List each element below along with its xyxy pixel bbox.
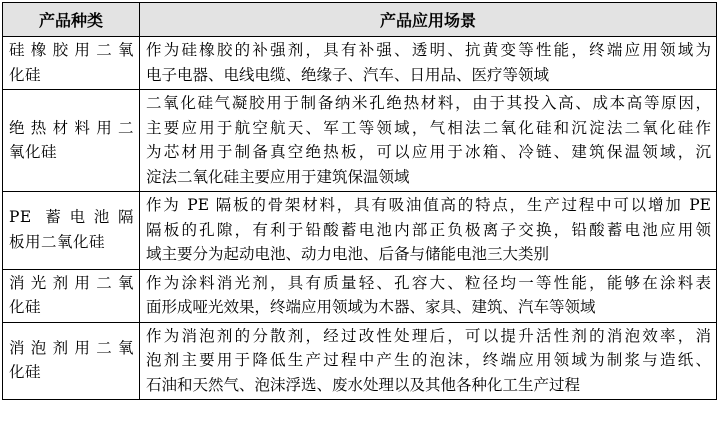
application-scenario-line: 域主要分为起动电池、动力电池、后备与储能电池三大类别 [146, 245, 550, 263]
application-scenario-line: 面形成哑光效果，终端应用领域为木器、家具、建筑、汽车等领域 [146, 298, 596, 316]
product-type-cell [3, 269, 140, 322]
product-type-line: 氧化硅 [9, 143, 58, 161]
product-type-line: 化硅 [9, 298, 42, 316]
header-product-type: 产品种类 [3, 3, 140, 37]
product-type-line: 消光剂用二氧 [9, 273, 134, 292]
application-scenario-line: 石油和天然气、泡沫浮选、废水处理以及其他各种化工生产过程 [146, 375, 581, 394]
product-type-line: PE 蓄电池隔 [9, 208, 134, 227]
table-row [3, 322, 717, 400]
table-row [3, 269, 717, 322]
application-scenario-cell [140, 90, 717, 192]
table-row [3, 37, 717, 90]
product-type-cell [3, 90, 140, 192]
application-scenario-line: 泡剂主要用于降低生产过程中产生的泡沫，终端应用领域为制浆与造纸、 [146, 351, 711, 369]
application-scenario-cell [140, 37, 717, 90]
product-type-line: 硅橡胶用二氧 [9, 41, 134, 59]
product-type-line: 化硅 [9, 65, 42, 84]
table-row [3, 90, 717, 192]
product-application-table [2, 2, 717, 400]
header-row [3, 3, 717, 37]
application-scenario-line: 作为硅橡胶的补强剂，具有补强、透明、抗黄变等性能，终端应用领域为 [146, 41, 711, 59]
application-scenario-line: 电子电器、电线电缆、绝缘子、汽车、日用品、医疗等领域 [146, 65, 550, 84]
application-scenario-line: 作为涂料消光剂，具有质量轻、孔容大、粒径均一等性能，能够在涂料表 [146, 273, 711, 292]
table-row [3, 192, 717, 270]
product-type-line: 绝热材料用二 [9, 118, 134, 137]
product-type-cell [3, 322, 140, 400]
application-scenario-line: 淀法二氧化硅主要应用于建筑保温领域 [146, 167, 410, 186]
table-body [3, 37, 717, 400]
application-scenario-line: 隔板的孔隙，有利于铅酸蓄电池内部正负极离子交换，铅酸蓄电池应用领 [146, 220, 711, 239]
product-type-line: 化硅 [9, 363, 42, 382]
application-scenario-cell [140, 322, 717, 400]
application-scenario-cell [140, 192, 717, 270]
product-type-cell [3, 37, 140, 90]
product-type-line: 板用二氧化硅 [9, 232, 106, 251]
application-scenario-line: 二氧化硅气凝胶用于制备纳米孔绝热材料，由于其投入高、成本高等原因， [146, 94, 711, 112]
application-scenario-line: 主要应用于航空航天、军工等领域，气相法二氧化硅和沉淀法二氧化硅作 [146, 118, 711, 137]
application-scenario-cell [140, 269, 717, 322]
application-scenario-line: 作为消泡剂的分散剂，经过改性处理后，可以提升活性剂的消泡效率，消 [146, 326, 711, 345]
product-type-line: 消泡剂用二氧 [9, 338, 134, 357]
header-application-scenario: 产品应用场景 [140, 3, 717, 37]
application-scenario-line: 为芯材用于制备真空绝热板，可以应用于冰箱、冷链、建筑保温领域，沉 [146, 143, 711, 161]
product-type-cell [3, 192, 140, 270]
application-scenario-line: 作为 PE 隔板的骨架材料，具有吸油值高的特点，生产过程中可以增加 PE [146, 196, 711, 214]
